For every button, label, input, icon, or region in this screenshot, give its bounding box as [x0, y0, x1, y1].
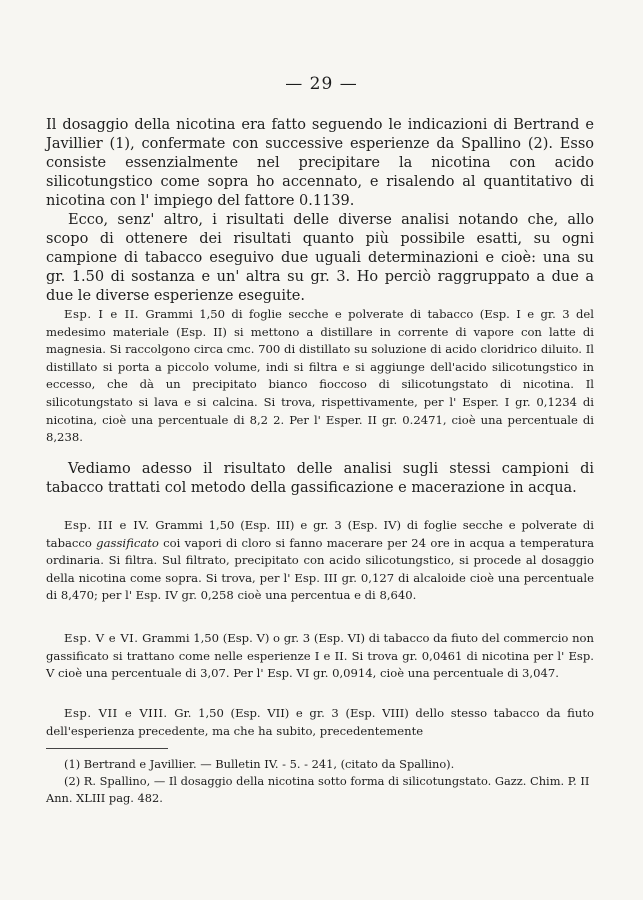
experiment-3-4-text-before: Grammi 1,50 (Esp. III) e gr. 3 (Esp. IV) di foglie secche e polverate di tabacco — [46, 518, 595, 550]
experiment-1-2 — [46, 306, 594, 447]
experiment-1-2-text: Grammi 1,50 di foglie secche e polverate di tabacco (Esp. I e gr. 3 del medesimo materiale (Esp. II) si mettono a distillare in corrente di vapore con latte di magnesia. Si raccolgono circa cmc. 700 di distillato su soluzione di acido cloridrico diluito. Il distillato si porta a piccolo volume, indi si filtra e si aggiunge dell'acido silicotungstico in eccesso, che dà un precipitato bianco fioccoso di silicotungstato di nicotina. Il silicotungstato si lava e si calcina. Si trova, rispettivamente, per l' Esper. I gr. 0,1234 di nicotina, cioè una percentuale di 8,2 2. Per l' Esper. II gr. 0.2471, cioè una percentuale di 8,238. — [46, 307, 594, 445]
paragraph-2: Ecco, senz' altro, i risultati delle diverse analisi notando che, allo scopo di ottenere dei risultati quanto più possibile esatti, su ogni campione di tabacco eseguivo due uguali determinazioni e cioè: una su gr. 1.50 di sostanza e un' altra su gr. 3. Ho perciò raggruppato a due a due le diverse esperienze eseguite. — [46, 212, 594, 304]
footnote-1: (1) Bertrand e Javillier. — Bulletin IV. - 5. - 241, (citato da Spallino). — [64, 757, 455, 771]
experiment-7-8-label: Esp. VII e VIII. — [64, 706, 168, 720]
experiment-3-4 — [46, 517, 594, 605]
experiment-7-8-text: Gr. 1,50 (Esp. VII) e gr. 3 (Esp. VIII) dello stesso tabacco da fiuto dell'esperienza precedente, ma che ha subito, precedentemente — [46, 706, 594, 738]
experiment-3-4-italic: gassificato — [96, 535, 159, 550]
page-number: — 29 — — [285, 74, 358, 94]
experiment-5-6-text: Grammi 1,50 (Esp. V) o gr. 3 (Esp. VI) di tabacco da fiuto del commercio non gassificato si trattano come nelle esperienze I e II. Si trova gr. 0,0461 di nicotina per l' Esp. V cioè una percentuale di 3,07. Per l' Esp. VI gr. 0,0914, cioè una percentuale di 3,047. — [46, 631, 594, 681]
footnotes — [46, 756, 594, 807]
experiment-5-6 — [46, 630, 594, 683]
experiment-1-2-label: Esp. I e II. — [64, 307, 139, 321]
experiment-7-8 — [46, 705, 594, 740]
paragraph-1: Il dosaggio della nicotina era fatto seguendo le indicazioni di Bertrand e Javillier (1), confermate con successive esperienze da Spallino (2). Esso consiste essenzialmente nel precipitare la nicotina con acido silicotungstico come sopra ho accennato, e risalendo al quantitativo di nicotina con l' impiego del fattore 0.1139. — [46, 117, 594, 209]
footnote-divider — [46, 748, 168, 749]
experiment-3-4-label: Esp. III e IV. — [64, 518, 150, 532]
experiment-3-4-text-after: coi vapori di cloro si fanno macerare per 24 ore in acqua a temperatura ordinaria. Si filtra. Sul filtrato, precipitato con acido silicotungstico, si procede al dosaggio della nicotina come sopra. Si trova, per l' Esp. III gr. 0,127 di alcaloide cioè una percentuale di 8,470; per l' Esp. IV gr. 0,258 cioè una percentua e di 8,640. — [46, 535, 595, 603]
experiment-5-6-label: Esp. V e VI. — [64, 631, 139, 645]
footnote-2: (2) R. Spallino, — Il dosaggio della nicotina sotto forma di silicotungstato. Gazz. Chim. P. II Ann. XLIII pag. 482. — [46, 774, 590, 805]
paragraph-3: Vediamo adesso il risultato delle analisi sugli stessi campioni di tabacco trattati col metodo della gassificazione e macerazione in acqua. — [46, 461, 594, 496]
